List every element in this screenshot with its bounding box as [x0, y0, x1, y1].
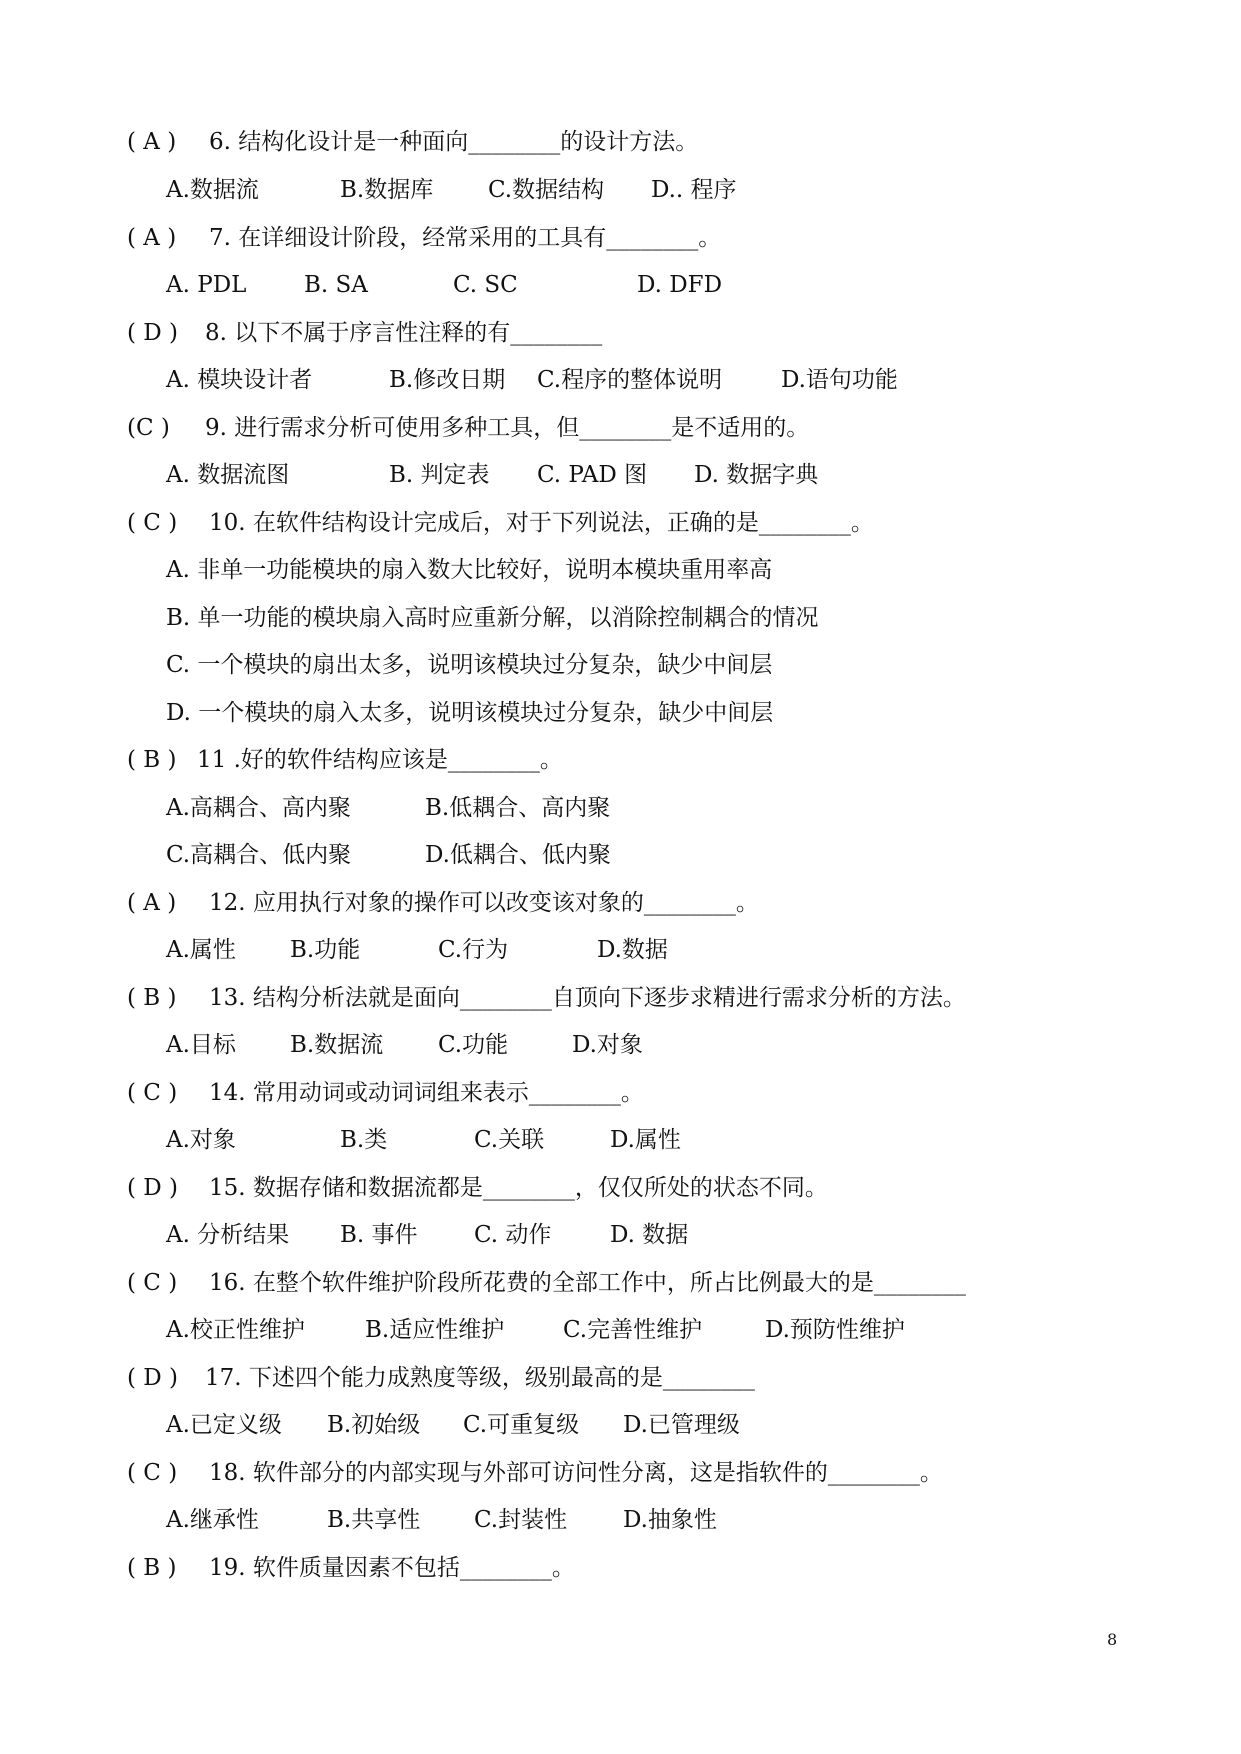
option-line [0, 645, 1241, 685]
option-c: C.关联 [474, 1127, 545, 1153]
question-stem: 17. 下述四个能力成熟度等级，级别最高的是________ [205, 1365, 755, 1391]
option-b: B.低耦合、高内聚 [425, 795, 611, 821]
option-c: C. 一个模块的扇出太多，说明该模块过分复杂，缺少中间层 [166, 652, 773, 678]
question-stem: 18. 软件部分的内部实现与外部可访问性分离，这是指软件的________。 [209, 1460, 943, 1486]
question-19 [0, 1548, 1241, 1588]
option-c: C.程序的整体说明 [537, 367, 723, 393]
option-line [0, 693, 1241, 733]
option-c: C.可重复级 [463, 1412, 580, 1438]
option-a: A. PDL [166, 272, 247, 298]
question-11 [0, 740, 1241, 780]
options-16 [0, 1310, 1241, 1350]
option-c: C.行为 [438, 937, 509, 963]
option-b: B.数据库 [340, 177, 434, 203]
option-d: D.预防性维护 [765, 1317, 905, 1343]
options-11b [0, 835, 1241, 875]
option-d: D.低耦合、低内聚 [425, 842, 611, 868]
answer-bracket: ( C ) [127, 1460, 178, 1486]
option-b: B.类 [340, 1127, 388, 1153]
options-18 [0, 1500, 1241, 1540]
option-d: D.数据 [597, 937, 668, 963]
answer-bracket: ( D ) [127, 1175, 179, 1201]
options-8 [0, 360, 1241, 400]
option-c: C.功能 [438, 1032, 509, 1058]
option-a: A. 模块设计者 [166, 367, 313, 393]
question-stem: 10. 在软件结构设计完成后，对于下列说法，正确的是________。 [209, 510, 874, 536]
option-line [0, 598, 1241, 638]
option-c: C. SC [453, 272, 518, 298]
question-stem: 7. 在详细设计阶段，经常采用的工具有________。 [209, 225, 722, 251]
options-14 [0, 1120, 1241, 1160]
option-a: A. 数据流图 [166, 462, 290, 488]
option-c: C. PAD 图 [537, 462, 648, 488]
option-a: A. 非单一功能模块的扇入数大比较好，说明本模块重用率高 [166, 557, 773, 583]
option-c: C.完善性维护 [563, 1317, 703, 1343]
options-12 [0, 930, 1241, 970]
options-11 [0, 788, 1241, 828]
option-b: B. 事件 [340, 1222, 418, 1248]
options-7 [0, 265, 1241, 305]
question-18 [0, 1453, 1241, 1493]
options-9 [0, 455, 1241, 495]
question-stem: 9. 进行需求分析可使用多种工具，但________是不适用的。 [205, 415, 810, 441]
option-c: C.数据结构 [488, 177, 605, 203]
question-13 [0, 978, 1241, 1018]
question-stem: 15. 数据存储和数据流都是________，仅仅所处的状态不同。 [209, 1175, 828, 1201]
page-number: 8 [1107, 1630, 1118, 1649]
answer-bracket: ( A ) [127, 129, 177, 155]
option-d: D. 数据字典 [694, 462, 819, 488]
question-10 [0, 503, 1241, 543]
option-d: D.对象 [572, 1032, 643, 1058]
option-b: B.功能 [290, 937, 361, 963]
option-b: B.适应性维护 [365, 1317, 505, 1343]
option-d: D. 数据 [610, 1222, 689, 1248]
options-17 [0, 1405, 1241, 1445]
options-15 [0, 1215, 1241, 1255]
answer-bracket: ( D ) [127, 1365, 179, 1391]
option-d: D.抽象性 [623, 1507, 717, 1533]
question-12 [0, 883, 1241, 923]
option-c: C. 动作 [474, 1222, 552, 1248]
option-a: A.高耦合、高内聚 [166, 795, 351, 821]
question-stem: 12. 应用执行对象的操作可以改变该对象的________。 [209, 890, 759, 916]
option-a: A.校正性维护 [166, 1317, 305, 1343]
answer-bracket: ( B ) [127, 1555, 177, 1581]
question-9 [0, 408, 1241, 448]
question-stem: 13. 结构分析法就是面向________自顶向下逐步求精进行需求分析的方法。 [209, 985, 966, 1011]
question-stem: 19. 软件质量因素不包括________。 [209, 1555, 575, 1581]
option-b: B.共享性 [327, 1507, 421, 1533]
option-b: B.初始级 [327, 1412, 421, 1438]
option-a: A. 分析结果 [166, 1222, 290, 1248]
answer-bracket: ( A ) [127, 890, 177, 916]
option-a: A.继承性 [166, 1507, 259, 1533]
option-d: D.语句功能 [781, 367, 898, 393]
option-d: D.. 程序 [651, 177, 737, 203]
option-a: A.已定义级 [166, 1412, 282, 1438]
option-a: A.对象 [166, 1127, 236, 1153]
question-8 [0, 313, 1241, 353]
options-13 [0, 1025, 1241, 1065]
option-a: A.数据流 [166, 177, 259, 203]
question-15 [0, 1168, 1241, 1208]
question-14 [0, 1073, 1241, 1113]
option-a: A.目标 [166, 1032, 236, 1058]
option-b: B.数据流 [290, 1032, 384, 1058]
question-stem: 16. 在整个软件维护阶段所花费的全部工作中，所占比例最大的是________ [209, 1270, 966, 1296]
answer-bracket: (C ) [127, 415, 170, 441]
options-6 [0, 170, 1241, 210]
answer-bracket: ( C ) [127, 1080, 178, 1106]
question-17 [0, 1358, 1241, 1398]
answer-bracket: ( B ) [127, 747, 177, 773]
question-6 [0, 122, 1241, 162]
question-stem: 8. 以下不属于序言性注释的有________ [205, 320, 603, 346]
answer-bracket: ( C ) [127, 1270, 178, 1296]
question-7 [0, 218, 1241, 258]
option-d: D.已管理级 [623, 1412, 740, 1438]
option-b: B. SA [304, 272, 368, 298]
option-d: D. 一个模块的扇入太多，说明该模块过分复杂，缺少中间层 [166, 700, 774, 726]
option-b: B.修改日期 [389, 367, 506, 393]
option-b: B. 单一功能的模块扇入高时应重新分解，以消除控制耦合的情况 [166, 605, 819, 631]
option-b: B. 判定表 [389, 462, 490, 488]
option-c: C.高耦合、低内聚 [166, 842, 352, 868]
answer-bracket: ( D ) [127, 320, 179, 346]
question-stem: 6. 结构化设计是一种面向________的设计方法。 [209, 129, 699, 155]
option-a: A.属性 [166, 937, 236, 963]
option-c: C.封装性 [474, 1507, 568, 1533]
option-d: D.属性 [610, 1127, 681, 1153]
answer-bracket: ( B ) [127, 985, 177, 1011]
option-line [0, 550, 1241, 590]
answer-bracket: ( C ) [127, 510, 178, 536]
question-16 [0, 1263, 1241, 1303]
answer-bracket: ( A ) [127, 225, 177, 251]
question-stem: 11 .好的软件结构应该是________。 [197, 747, 563, 773]
option-d: D. DFD [637, 272, 723, 298]
question-stem: 14. 常用动词或动词词组来表示________。 [209, 1080, 644, 1106]
